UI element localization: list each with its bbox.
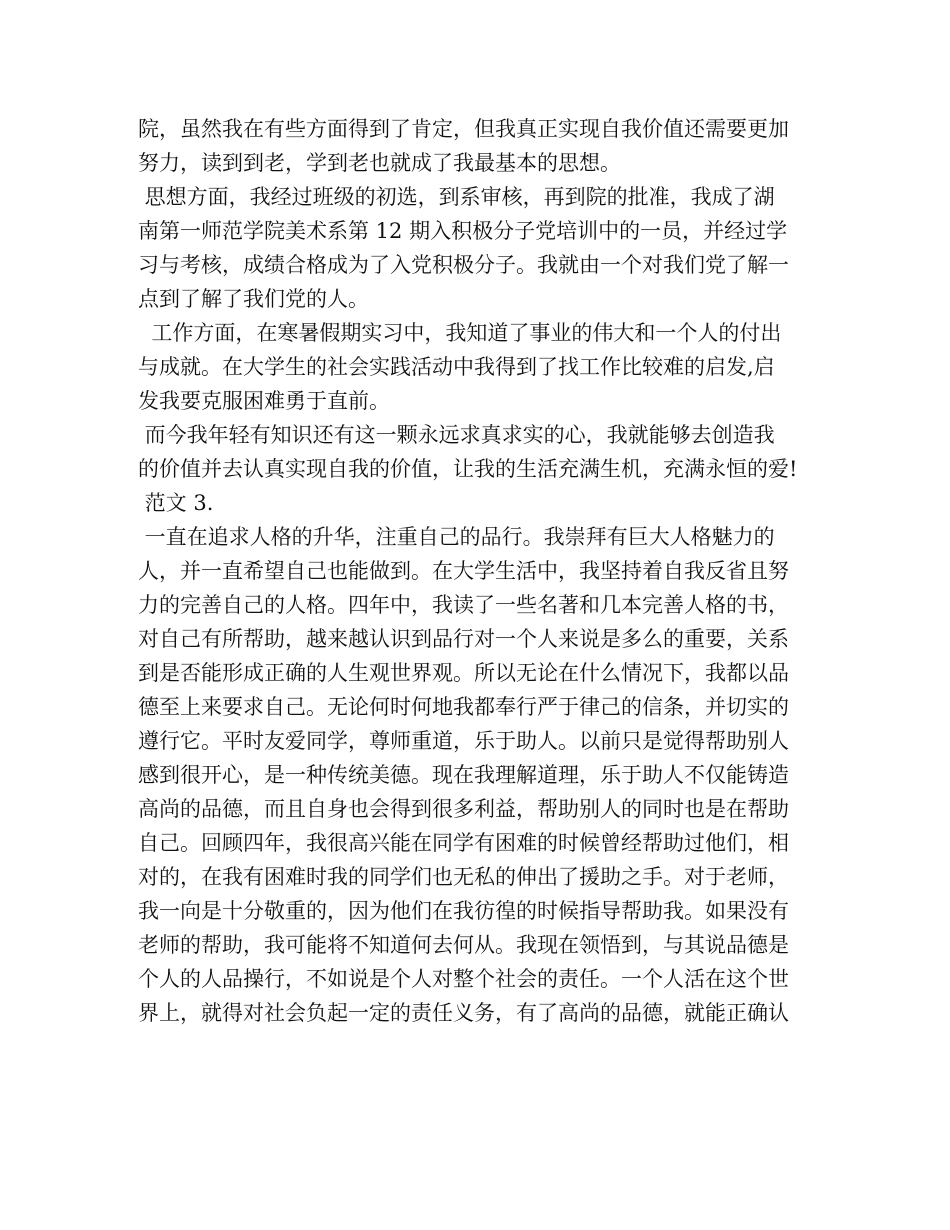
text-line: 院，虽然我在有些方面得到了肯定，但我真正实现自我价值还需要更加	[138, 117, 789, 141]
text-line: 而今我年轻有知识还有这一颗永远求真求实的心，我就能够去创造我	[138, 423, 775, 447]
text-line: 力的完善自己的人格。四年中，我读了一些名著和几本完善人格的书，	[138, 593, 789, 617]
section-heading: 范文 3.	[138, 491, 214, 515]
text-line: 对的，在我有困难时我的同学们也无私的伸出了援助之手。对于老师，	[138, 865, 789, 889]
text-line: 的价值并去认真实现自我的价值，让我的生活充满生机，充满永恒的爱!	[138, 457, 798, 481]
text-line: 人，并一直希望自己也能做到。在大学生活中，我坚持着自我反省且努	[138, 559, 789, 583]
text-line: 感到很开心，是一种传统美德。现在我理解道理，乐于助人不仅能铸造	[138, 763, 789, 787]
text-line: 对自己有所帮助，越来越认识到品行对一个人来说是多么的重要，关系	[138, 627, 789, 651]
text-line: 界上，就得对社会负起一定的责任义务，有了高尚的品德，就能正确认	[138, 1001, 789, 1025]
text-line: 工作方面，在寒暑假期实习中，我知道了事业的伟大和一个人的付出	[138, 321, 782, 345]
text-line: 努力，读到到老，学到老也就成了我最基本的思想。	[138, 151, 621, 175]
text-line: 德至上来要求自己。无论何时何地我都奉行严于律己的信条，并切实的	[138, 695, 789, 719]
text-line: 自己。回顾四年，我很高兴能在同学有困难的时候曾经帮助过他们，相	[138, 831, 789, 855]
text-line: 思想方面，我经过班级的初选，到系审核，再到院的批准，我成了湖	[138, 185, 775, 209]
text-line: 高尚的品德，而且自身也会得到很多利益，帮助别人的同时也是在帮助	[138, 797, 789, 821]
text-line: 点到了解了我们党的人。	[138, 287, 369, 311]
text-line: 南第一师范学院美术系第 12 期入积极分子党培训中的一员，并经过学	[138, 219, 788, 243]
text-line: 一直在追求人格的升华，注重自己的品行。我崇拜有巨大人格魅力的	[138, 525, 775, 549]
text-line: 我一向是十分敬重的，因为他们在我彷徨的时候指导帮助我。如果没有	[138, 899, 789, 923]
text-line: 到是否能形成正确的人生观世界观。所以无论在什么情况下，我都以品	[138, 661, 789, 685]
text-line: 发我要克服困难勇于直前。	[138, 389, 390, 413]
text-line: 习与考核，成绩合格成为了入党积极分子。我就由一个对我们党了解一	[138, 253, 789, 277]
body-text	[138, 112, 828, 1030]
text-line: 与成就。在大学生的社会实践活动中我得到了找工作比较难的启发,启	[138, 355, 775, 379]
text-line: 老师的帮助，我可能将不知道何去何从。我现在领悟到，与其说品德是	[138, 933, 789, 957]
text-line: 遵行它。平时友爱同学，尊师重道，乐于助人。以前只是觉得帮助别人	[138, 729, 789, 753]
text-line: 个人的人品操行，不如说是个人对整个社会的责任。一个人活在这个世	[138, 967, 789, 991]
